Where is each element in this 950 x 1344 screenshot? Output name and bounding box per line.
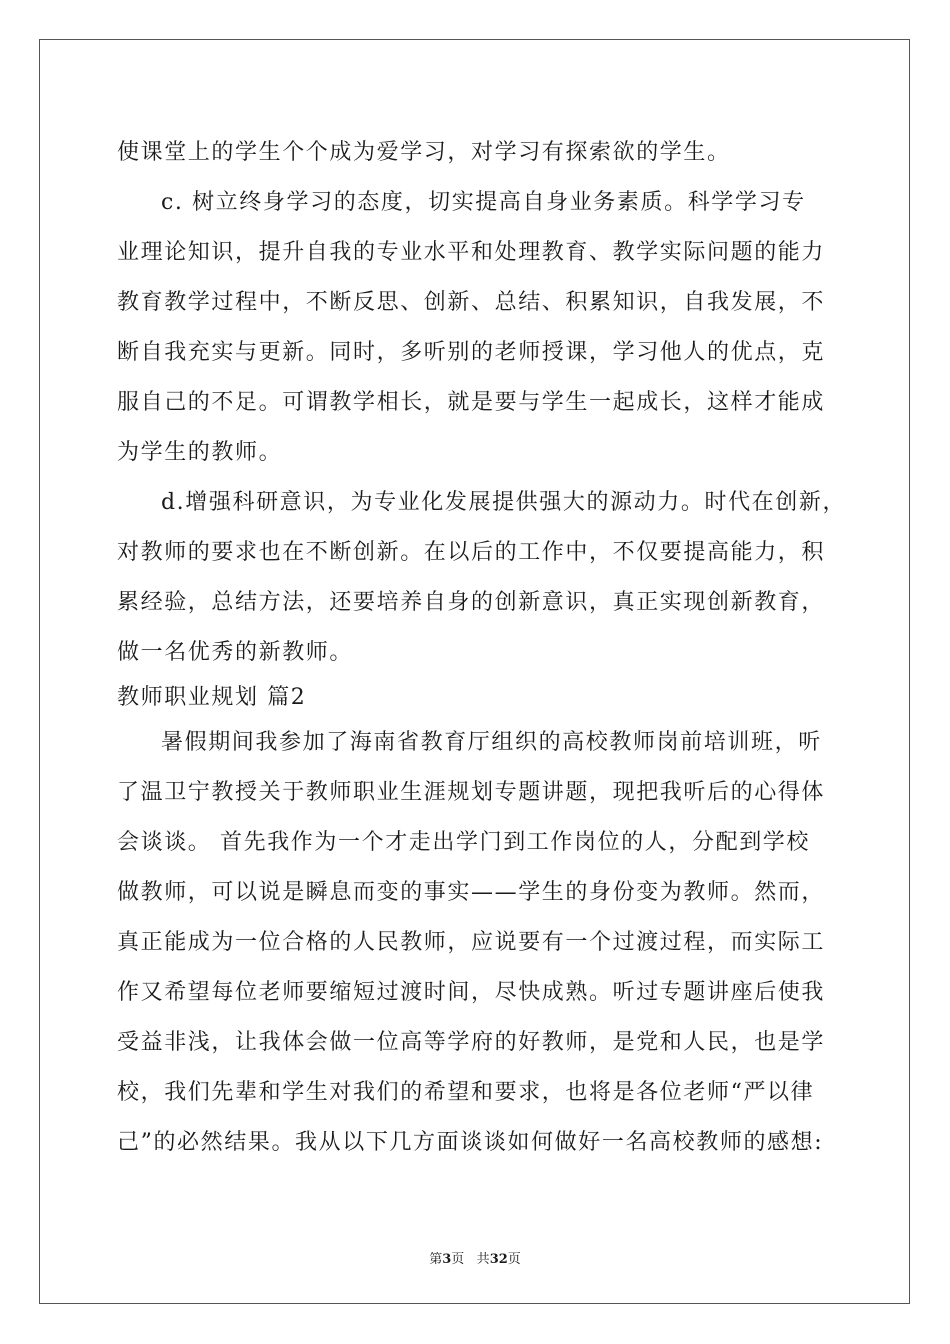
footer-total-prefix: 共 <box>476 1252 490 1267</box>
text-line: 服自己的不足。可谓教学相长，就是要与学生一起成长，这样才能成 <box>117 390 826 415</box>
current-page-number: 3 <box>442 1252 452 1267</box>
footer-page-suffix: 页 <box>451 1252 465 1267</box>
text-line: 己”的必然结果。我从以下几方面谈谈如何做好一名高校教师的感想: <box>117 1130 824 1155</box>
text-line: 作又希望每位老师要缩短过渡时间，尽快成熟。听过专题讲座后使我 <box>117 980 826 1005</box>
text-line: 了温卫宁教授关于教师职业生涯规划专题讲题，现把我听后的心得体 <box>117 780 826 805</box>
section-heading: 教师职业规划 篇2 <box>117 685 307 710</box>
text-line: 使课堂上的学生个个成为爱学习，对学习有探索欲的学生。 <box>117 140 731 165</box>
text-line: 校，我们先辈和学生对我们的希望和要求，也将是各位老师“严以律 <box>117 1080 815 1105</box>
footer-total-suffix: 页 <box>507 1252 521 1267</box>
text-line: 断自我充实与更新。同时，多听别的老师授课，学习他人的优点，克 <box>117 340 826 365</box>
text-line: 对教师的要求也在不断创新。在以后的工作中，不仅要提高能力，积 <box>117 540 826 565</box>
footer-prefix: 第 <box>429 1252 443 1267</box>
text-line: c. 树立终身学习的态度，切实提高自身业务素质。科学学习专 <box>161 190 806 215</box>
total-page-count: 32 <box>489 1252 508 1267</box>
text-line: 累经验，总结方法，还要培养自身的创新意识，真正实现创新教育， <box>117 590 826 615</box>
text-line: 做教师，可以说是瞬息而变的事实——学生的身份变为教师。然而， <box>117 880 826 905</box>
text-line: 做一名优秀的新教师。 <box>117 640 354 665</box>
text-line: 教育教学过程中，不断反思、创新、总结、积累知识，自我发展，不 <box>117 290 826 315</box>
text-line: d.增强科研意识，为专业化发展提供强大的源动力。时代在创新， <box>161 490 847 515</box>
text-line: 受益非浅，让我体会做一位高等学府的好教师，是党和人民，也是学 <box>117 1030 826 1055</box>
page-footer <box>0 1248 950 1267</box>
text-line: 真正能成为一位合格的人民教师，应说要有一个过渡过程，而实际工 <box>117 930 826 955</box>
text-line: 为学生的教师。 <box>117 440 283 465</box>
text-line: 会谈谈。 首先我作为一个才走出学门到工作岗位的人，分配到学校 <box>117 830 810 855</box>
document-body <box>117 128 857 1168</box>
text-line: 暑假期间我参加了海南省教育厅组织的高校教师岗前培训班，听 <box>161 730 822 755</box>
text-line: 业理论知识，提升自我的专业水平和处理教育、教学实际问题的能力 <box>117 240 826 265</box>
